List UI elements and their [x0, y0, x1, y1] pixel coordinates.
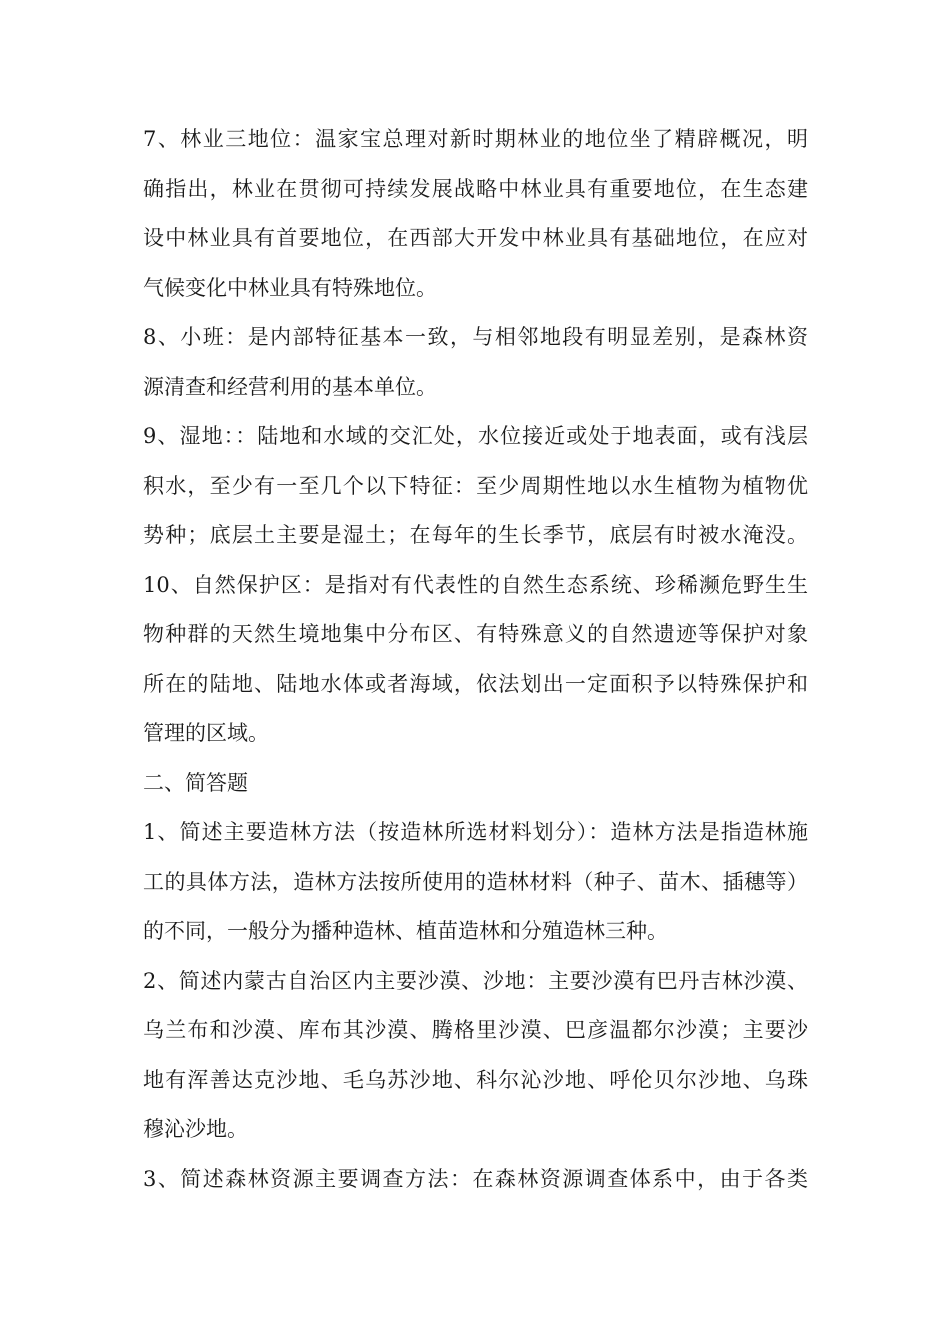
- text-line: 8、小班：是内部特征基本一致，与相邻地段有明显差别，是森林资: [143, 325, 808, 349]
- text-line: 地有浑善达克沙地、毛乌苏沙地、科尔沁沙地、呼伦贝尔沙地、乌珠: [143, 1067, 808, 1092]
- text-line: 2、简述内蒙古自治区内主要沙漠、沙地：主要沙漠有巴丹吉林沙漠、: [143, 968, 808, 993]
- text-line: 气候变化中林业具有特殊地位。: [143, 275, 437, 300]
- text-line: 源清查和经营利用的基本单位。: [143, 374, 437, 399]
- text-line: 3、简述森林资源主要调查方法：在森林资源调查体系中，由于各类: [143, 1166, 808, 1191]
- text-line: 物种群的天然生境地集中分布区、有特殊意义的自然遗迹等保护对象: [143, 622, 808, 646]
- text-line: 乌兰布和沙漠、库布其沙漠、腾格里沙漠、巴彦温都尔沙漠；主要沙: [143, 1018, 808, 1042]
- text-line: 所在的陆地、陆地水体或者海域，依法划出一定面积予以特殊保护和: [143, 671, 808, 696]
- text-line: 穆沁沙地。: [143, 1117, 248, 1141]
- text-line: 管理的区域。: [143, 721, 269, 745]
- text-line: 设中林业具有首要地位，在西部大开发中林业具有基础地位，在应对: [143, 226, 808, 250]
- text-line: 确指出，林业在贯彻可持续发展战略中林业具有重要地位，在生态建: [143, 176, 808, 201]
- text-line: 积水，至少有一至几个以下特征：至少周期性地以水生植物为植物优: [143, 473, 808, 498]
- text-line: 工的具体方法，造林方法按所使用的造林材料（种子、苗木、插穗等）: [143, 869, 808, 894]
- text-line: 势种；底层土主要是湿土；在每年的生长季节，底层有时被水淹没。: [143, 523, 808, 547]
- text-line: 10、自然保护区：是指对有代表性的自然生态系统、珍稀濒危野生生: [143, 572, 808, 597]
- text-line: 1、简述主要造林方法（按造林所选材料划分）：造林方法是指造林施: [143, 820, 808, 844]
- text-line: 7、林业三地位：温家宝总理对新时期林业的地位坐了精辟概况，明: [143, 127, 808, 151]
- text-line: 二、简答题: [143, 770, 248, 795]
- text-line: 9、湿地：：陆地和水域的交汇处，水位接近或处于地表面，或有浅层: [143, 424, 808, 448]
- document-body: [143, 115, 808, 1204]
- text-line: 的不同，一般分为播种造林、植苗造林和分殖造林三种。: [143, 919, 668, 943]
